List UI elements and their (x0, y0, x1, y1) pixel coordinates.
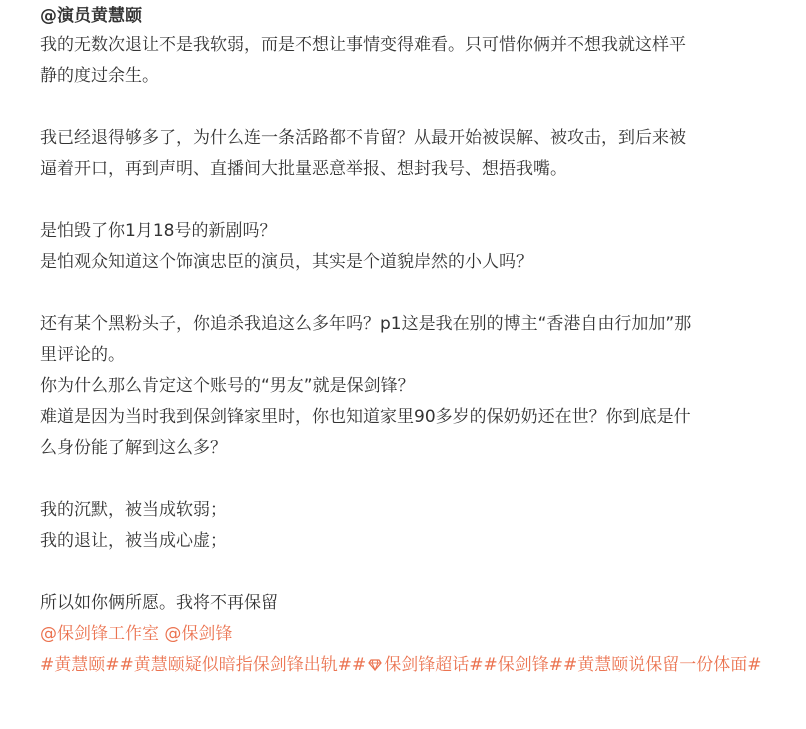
post-text-line: 么身份能了解到这么多？ (40, 438, 227, 458)
hashtag-link[interactable]: #保剑锋# (483, 655, 563, 675)
post-text-line: 我的沉默，被当成软弱； (40, 500, 227, 520)
post-text-line: 逼着开口，再到声明、直播间大批量恶意举报、想封我号、想捂我嘴。 (40, 159, 567, 179)
weibo-post (40, 0, 800, 681)
post-text-line: 我的退让，被当成心虚； (40, 531, 227, 551)
hashtag-link[interactable]: #黄慧颐# (40, 655, 120, 675)
post-text-line: 是怕毁了你1月18号的新剧吗？ (40, 221, 277, 241)
post-text-line: 还有某个黑粉头子，你追杀我追这么多年吗？p1这是我在别的博主“香港自由行加加”那 (40, 314, 692, 334)
paragraph-spacer (40, 185, 800, 216)
hashtags-line (40, 650, 800, 681)
post-text-line: 我的无数次退让不是我软弱，而是不想让事情变得难看。只可惜你俩并不想我就这样平 (40, 35, 686, 55)
paragraph-spacer (40, 278, 800, 309)
supertopic-label: 保剑锋超话 (384, 655, 470, 675)
paragraph-spacer (40, 557, 800, 588)
supertopic-diamond-icon (368, 659, 382, 671)
post-text-line: 难道是因为当时我到保剑锋家里时，你也知道家里90多岁的保奶奶还在世？你到底是什 (40, 407, 691, 427)
post-text-line: 所以如你俩所愿。我将不再保留 (40, 593, 278, 613)
post-text-line: 是怕观众知道这个饰演忠臣的演员，其实是个道貌岸然的小人吗？ (40, 252, 533, 272)
hashtag-link[interactable]: #黄慧颐说保留一份体面# (563, 655, 762, 675)
post-text-line: 静的度过余生。 (40, 66, 159, 86)
mention-link-actor[interactable]: @保剑锋 (164, 624, 233, 644)
mention-link-studio[interactable]: @保剑锋工作室 (40, 624, 159, 644)
paragraph-spacer (40, 92, 800, 123)
mentions-line (40, 619, 800, 650)
post-text-line: 里评论的。 (40, 345, 125, 365)
supertopic-link[interactable]: # 保剑锋超话# (352, 655, 484, 675)
author-mention[interactable]: @演员黄慧颐 (40, 6, 142, 26)
hashtag-link[interactable]: #黄慧颐疑似暗指保剑锋出轨# (119, 655, 352, 675)
post-text-line: 我已经退得够多了，为什么连一条活路都不肯留？从最开始被误解、被攻击，到后来被 (40, 128, 686, 148)
paragraph-spacer (40, 464, 800, 495)
post-text-line: 你为什么那么肯定这个账号的“男友”就是保剑锋？ (40, 376, 415, 396)
